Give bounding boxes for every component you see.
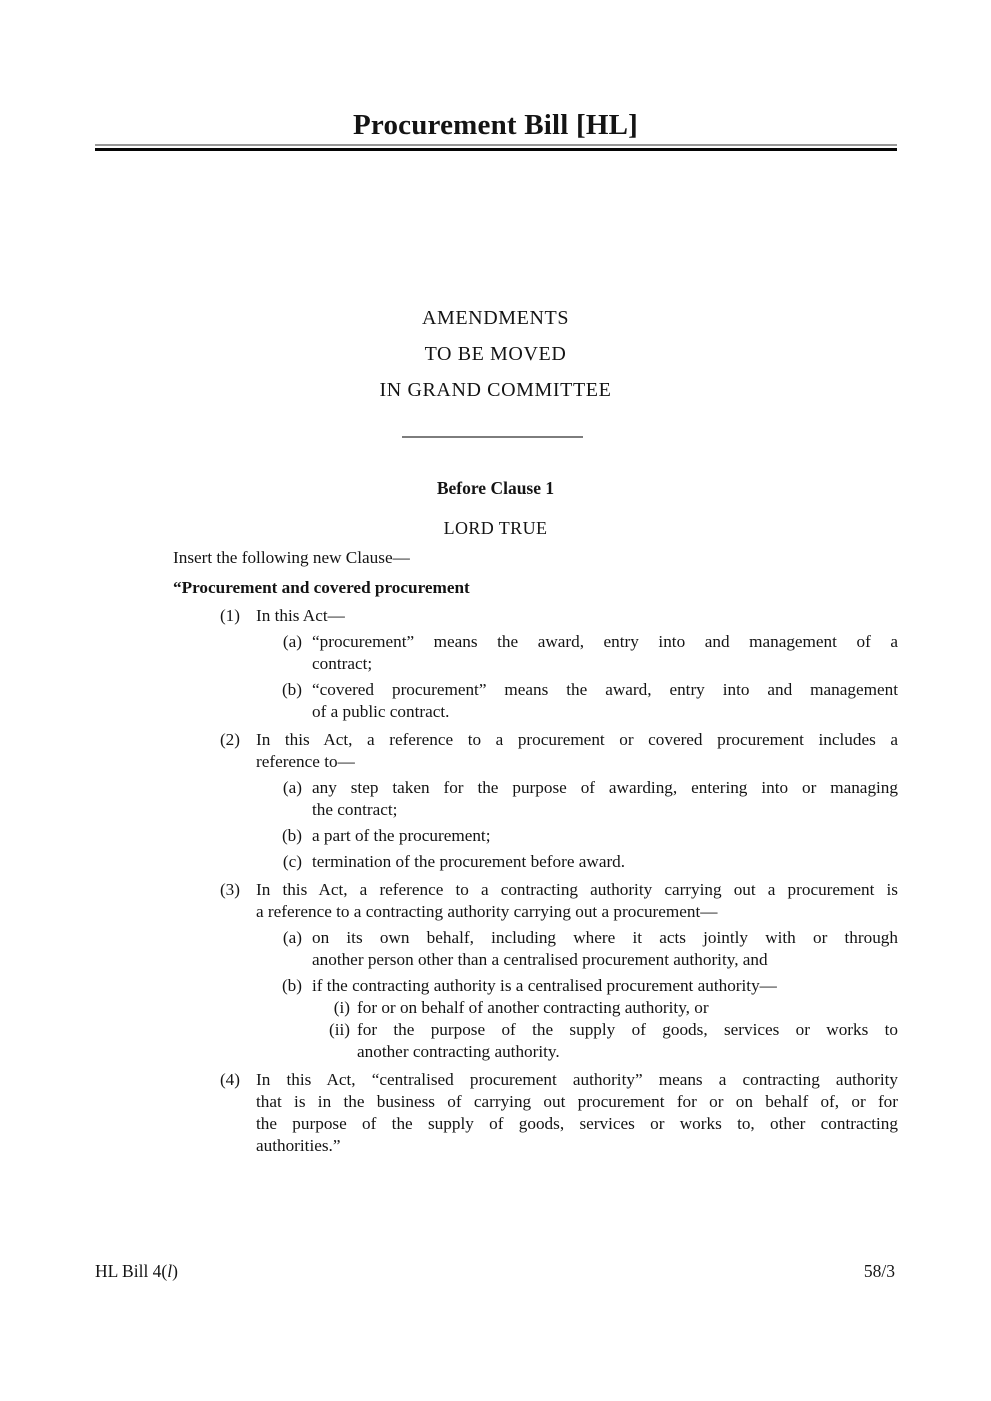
clause-text-line: “covered procurement” means the award, entry into and management (312, 680, 898, 699)
instruction-text: Insert the following new Clause— (173, 548, 410, 567)
clause-marker: (b) (281, 680, 302, 699)
clause-marker: (ii) (329, 1020, 350, 1039)
clause-text (312, 679, 898, 723)
clause-marker: (4) (219, 1070, 240, 1089)
clause-text-line: on its own behalf, including where it acts jointly with or through (312, 928, 898, 947)
clause-text-line: In this Act, “centralised procurement authority” means a contracting authority (256, 1070, 898, 1089)
clause-item (173, 1019, 898, 1063)
clause-text-line: In this Act, a reference to a contracting authority carrying out a procurement is (256, 880, 898, 899)
mover-name: LORD TRUE (443, 518, 548, 538)
clause-text-line: for the purpose of the supply of goods, services or works to (357, 1020, 898, 1039)
clause-item (173, 777, 898, 821)
clause-text-line: a reference to a contracting authority carrying out a procurement— (256, 902, 718, 921)
amendments-header-line: AMENDMENTS (421, 307, 570, 329)
clause-item (173, 975, 898, 997)
clause-marker: (c) (282, 852, 302, 871)
rule-thick-line (95, 148, 897, 151)
clause-item (173, 927, 898, 971)
footer-bill-number-suffix: ) (172, 1261, 178, 1281)
clause-text (256, 605, 898, 627)
clause-text (312, 825, 898, 847)
clause-text-line: another contracting authority. (357, 1042, 560, 1061)
clause-text (312, 851, 898, 873)
clause-text-line: a part of the procurement; (312, 826, 491, 845)
clause-text-line: In this Act, a reference to a procurement or covered procurement includes a (256, 730, 898, 749)
clause-text (312, 777, 898, 821)
clause-item (173, 605, 898, 627)
footer-bill-number-italic: l (167, 1261, 173, 1281)
clause-text-line: termination of the procurement before award. (312, 852, 626, 871)
amendments-header-line: IN GRAND COMMITTEE (379, 379, 612, 401)
clause-item (173, 879, 898, 923)
clause-marker: (b) (281, 826, 302, 845)
title-double-rule (95, 144, 897, 151)
clause-item (173, 825, 898, 847)
footer-bill-number-prefix: HL Bill 4( (95, 1261, 168, 1281)
clause-text-line: any step taken for the purpose of awarding, entering into or managing (312, 778, 898, 797)
clause-text-line: “procurement” means the award, entry into and management of a (312, 632, 898, 651)
clause-text (357, 997, 898, 1019)
clause-text-line: authorities.” (256, 1136, 341, 1155)
clause-text-line: reference to— (256, 752, 355, 771)
clause-text (312, 975, 898, 997)
clause-text-line: of a public contract. (312, 702, 450, 721)
clause-marker: (3) (219, 880, 240, 899)
new-clause-heading: “Procurement and covered procurement (173, 578, 470, 597)
footer-amendment-number: 58/3 (863, 1261, 895, 1281)
section-divider-rule (402, 436, 583, 438)
clause-marker: (1) (219, 606, 240, 625)
clause-text-line: another person other than a centralised procurement authority, and (312, 950, 768, 969)
clause-text-line: the purpose of the supply of goods, services or works to, other contracting (256, 1114, 898, 1133)
clause-item (173, 679, 898, 723)
clause-item (173, 729, 898, 773)
clause-text-line: the contract; (312, 800, 398, 819)
clause-text (256, 729, 898, 773)
clause-item (173, 1069, 898, 1157)
clause-item (173, 851, 898, 873)
clause-text (357, 1019, 898, 1063)
clause-text-line: if the contracting authority is a centralised procurement authority— (312, 976, 777, 995)
clause-text (312, 631, 898, 675)
clause-text (312, 927, 898, 971)
footer-bill-number (95, 1261, 178, 1282)
clause-marker: (2) (219, 730, 240, 749)
clause-marker: (a) (282, 778, 302, 797)
clause-marker: (a) (282, 928, 302, 947)
amendments-header-line: TO BE MOVED (424, 343, 567, 365)
clause-marker: (i) (333, 998, 350, 1017)
clause-text-line: contract; (312, 654, 373, 673)
clause-text-line: that is in the business of carrying out procurement for or on behalf of, or for (256, 1092, 898, 1111)
clause-text-line: for or on behalf of another contracting authority, or (357, 998, 709, 1017)
clause-item (173, 997, 898, 1019)
amendments-header (0, 300, 991, 408)
clause-marker: (a) (282, 632, 302, 651)
clause-text-line: In this Act— (256, 606, 345, 625)
clause-position-heading: Before Clause 1 (436, 478, 555, 498)
clause-item (173, 631, 898, 675)
clause-marker: (b) (281, 976, 302, 995)
clause-text (256, 1069, 898, 1157)
bill-title: Procurement Bill [HL] (352, 109, 639, 141)
clause-text (256, 879, 898, 923)
amendment-body (173, 547, 898, 1157)
